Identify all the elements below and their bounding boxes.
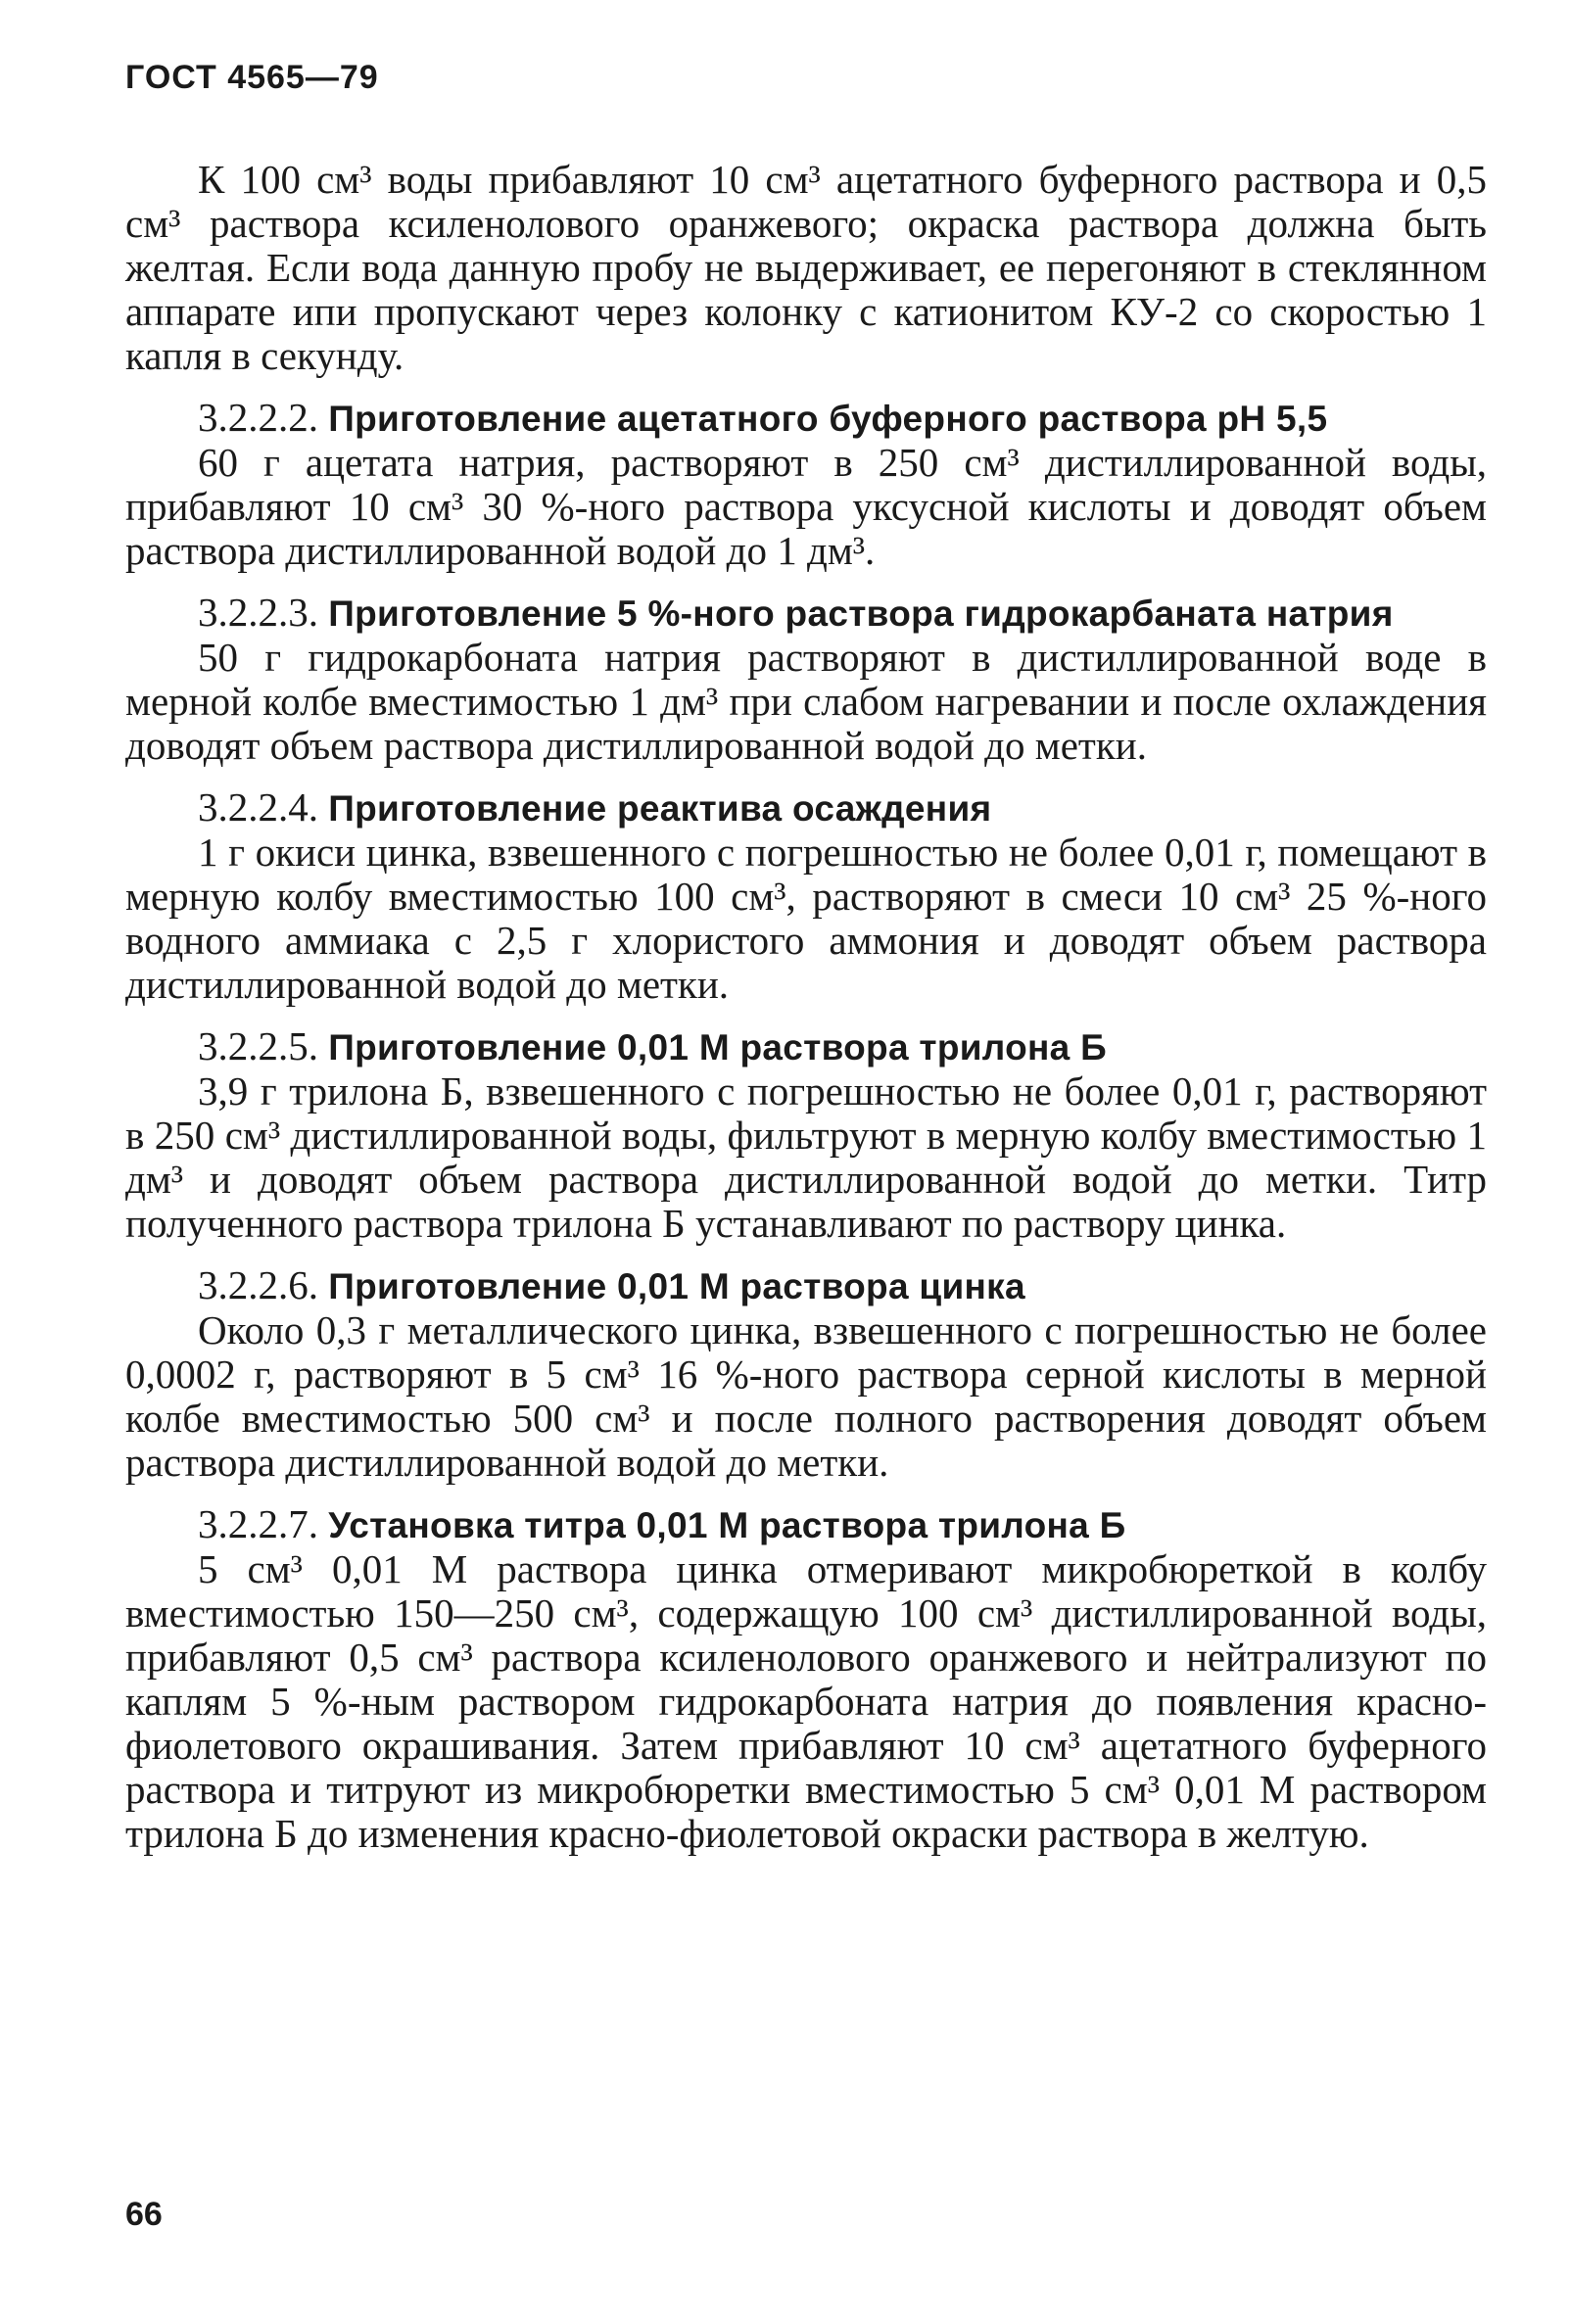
- section-number: 3.2.2.3.: [198, 590, 318, 635]
- section-title: Приготовление реактива осаждения: [328, 788, 992, 829]
- section-body: Около 0,3 г металлического цинка, взвешенного с погрешностью не более 0,0002 г, растворяют в 5 см³ 16 %-ного раствора серной кислоты в мерной колбе вместимостью 500 см³ и после полного растворения доводят объем раствора дистиллированной водой до метки.: [125, 1307, 1487, 1485]
- section-3-2-2-5: [125, 1024, 1487, 1246]
- section-title: Установка титра 0,01 М раствора трилона Б: [328, 1505, 1126, 1545]
- section-3-2-2-7: [125, 1502, 1487, 1856]
- section-heading: [125, 396, 1487, 441]
- section-heading: [125, 1263, 1487, 1308]
- section-body: 50 г гидрокарбоната натрия растворяют в дистиллированной воде в мерной колбе вместимостью 1 дм³ при слабом нагревании и после охлаждения доводят объем раствора дистиллированной водой до метки.: [125, 635, 1487, 768]
- section-body: 5 см³ 0,01 М раствора цинка отмеривают микробюреткой в колбу вместимостью 150—250 см³, содержащую 100 см³ дистиллированной воды, прибавляют 0,5 см³ раствора ксиленолового оранжевого и нейтрализуют по каплям 5 %-ным раствором гидрокарбоната натрия до появления красно-фиолетового окрашивания. Затем прибавляют 10 см³ ацетатного буферного раствора и титруют из микробюретки вместимостью 5 см³ 0,01 М раствором трилона Б до изменения красно-фиолетовой окраски раствора в желтую.: [125, 1546, 1487, 1856]
- page-number: 66: [125, 2196, 163, 2233]
- section-heading: [125, 1024, 1487, 1069]
- section-number: 3.2.2.5.: [198, 1023, 318, 1068]
- section-3-2-2-4: [125, 785, 1487, 1007]
- section-number: 3.2.2.4.: [198, 784, 318, 830]
- section-heading: [125, 1502, 1487, 1547]
- section-title: Приготовление ацетатного буферного раствора pH 5,5: [328, 399, 1328, 439]
- document-page: [125, 59, 1487, 1856]
- section-number: 3.2.2.6.: [198, 1262, 318, 1307]
- section-number: 3.2.2.7.: [198, 1501, 318, 1546]
- section-3-2-2-2: [125, 396, 1487, 573]
- section-3-2-2-6: [125, 1263, 1487, 1485]
- section-body: 1 г окиси цинка, взвешенного с погрешностью не более 0,01 г, помещают в мерную колбу вместимостью 100 см³, растворяют в смеси 10 см³ 25 %-ного водного аммиака с 2,5 г хлористого аммония и доводят объем раствора дистиллированной водой до метки.: [125, 830, 1487, 1007]
- section-heading: [125, 591, 1487, 636]
- intro-paragraph: К 100 см³ воды прибавляют 10 см³ ацетатного буферного раствора и 0,5 см³ раствора ксиленолового оранжевого; окраска раствора должна быть желтая. Если вода данную пробу не выдерживает, ее перегоняют в стеклянном аппарате ипи пропускают через колонку с катионитом КУ-2 со скоростью 1 капля в секунду.: [125, 157, 1487, 378]
- section-heading: [125, 785, 1487, 830]
- section-body: 60 г ацетата натрия, растворяют в 250 см³ дистиллированной воды, прибавляют 10 см³ 30 %-ного раствора уксусной кислоты и доводят объем раствора дистиллированной водой до 1 дм³.: [125, 440, 1487, 573]
- section-title: Приготовление 5 %-ного раствора гидрокарбаната натрия: [328, 593, 1394, 634]
- section-title: Приготовление 0,01 М раствора цинка: [328, 1266, 1025, 1306]
- section-3-2-2-3: [125, 591, 1487, 768]
- section-body: 3,9 г трилона Б, взвешенного с погрешностью не более 0,01 г, растворяют в 250 см³ дистиллированной воды, фильтруют в мерную колбу вместимостью 1 дм³ и доводят объем раствора дистиллированной водой до метки. Титр полученного раствора трилона Б устанавливают по раствору цинка.: [125, 1068, 1487, 1246]
- document-code-header: ГОСТ 4565—79: [125, 59, 379, 96]
- section-number: 3.2.2.2.: [198, 395, 318, 440]
- section-title: Приготовление 0,01 М раствора трилона Б: [328, 1027, 1108, 1067]
